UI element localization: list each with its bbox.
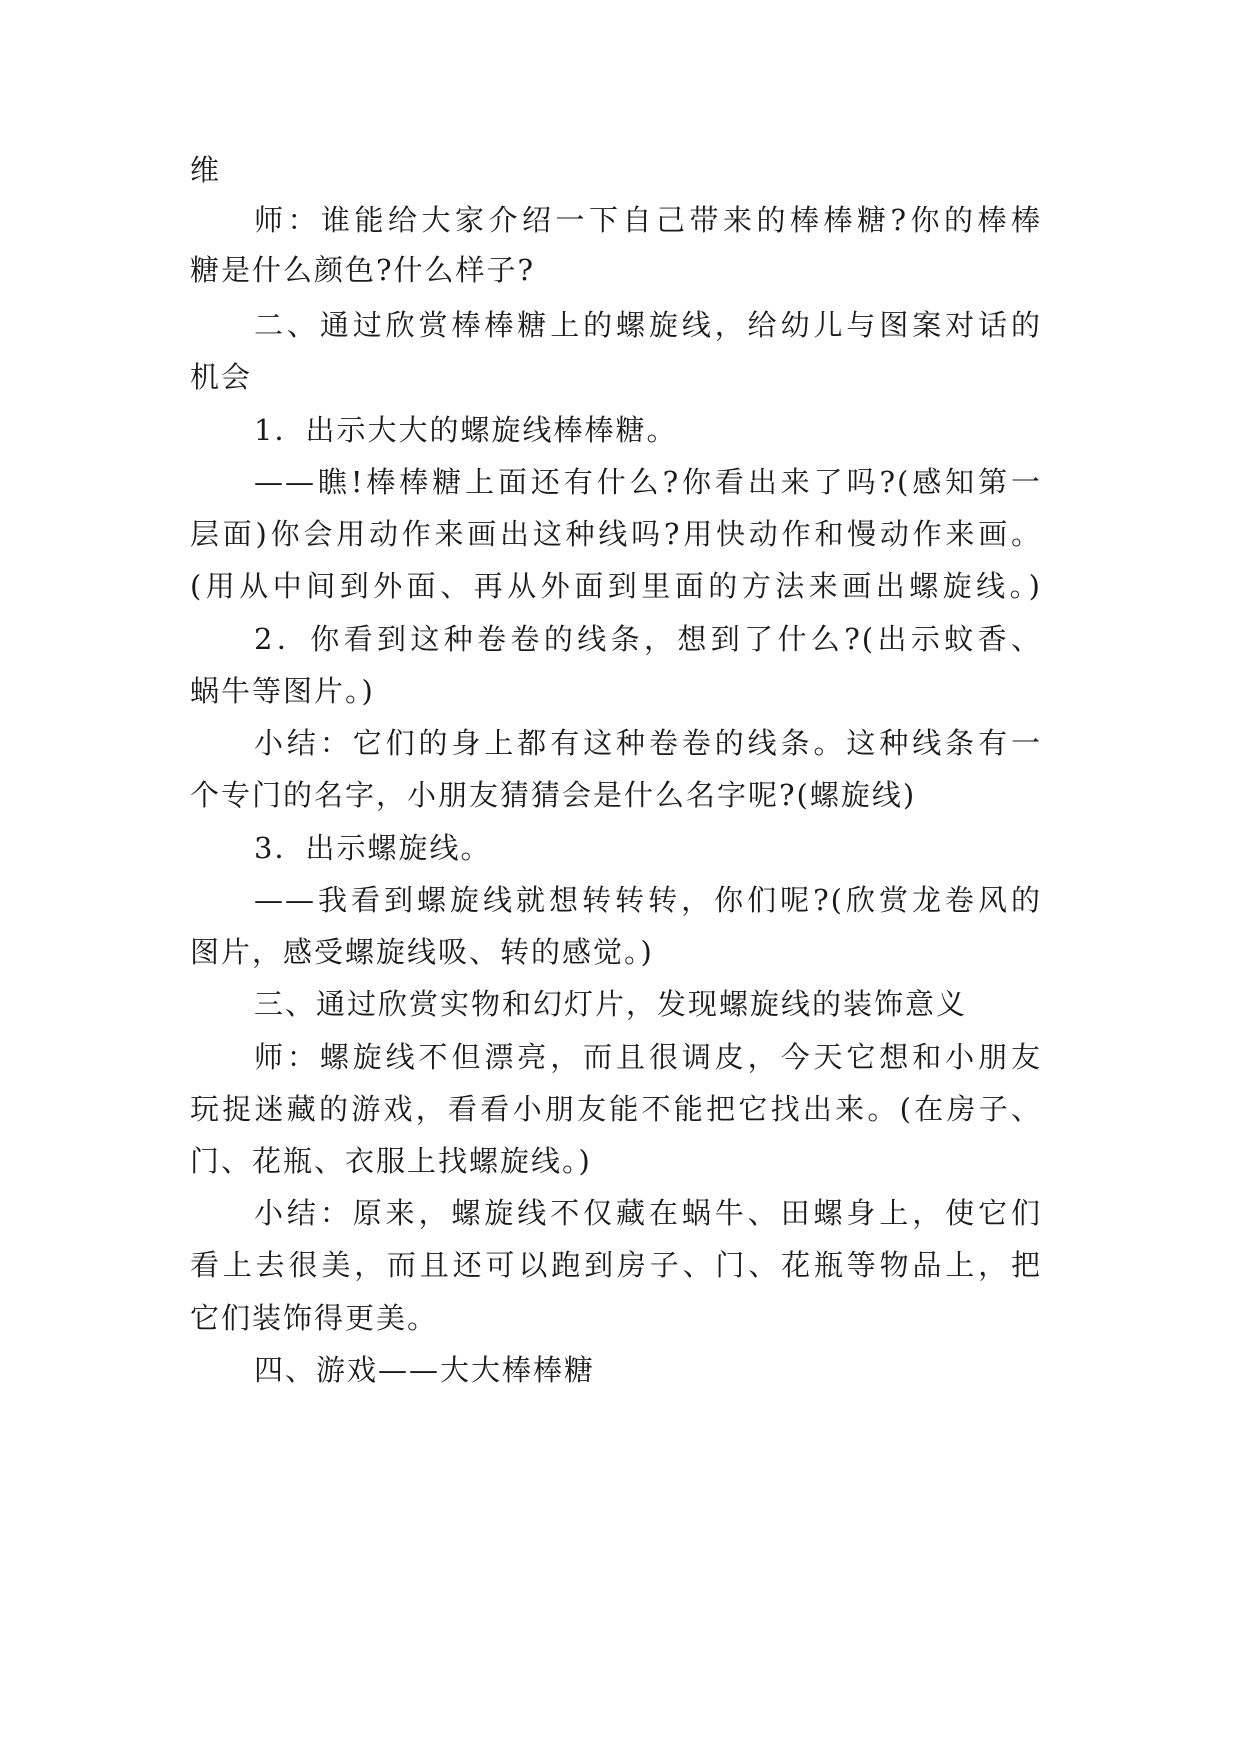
text-line: 门、花瓶、衣服上找螺旋线。) [190, 1144, 592, 1178]
text-line: 图片，感受螺旋线吸、转的感觉。) [190, 935, 654, 969]
text-line: ——我看到螺旋线就想转转转，你们呢?(欣赏龙卷风的 [254, 883, 1042, 917]
text-line: 二、通过欣赏棒棒糖上的螺旋线，给幼儿与图案对话的 [254, 308, 1042, 342]
text-line: 1．出示大大的螺旋线棒棒糖。 [254, 413, 678, 447]
text-line: 玩捉迷藏的游戏，看看小朋友能不能把它找出来。(在房子、 [190, 1092, 1042, 1126]
text-line: 它们装饰得更美。 [190, 1301, 439, 1335]
text-line: 师：螺旋线不但漂亮，而且很调皮，今天它想和小朋友 [254, 1040, 1042, 1074]
text-line: ——瞧!棒棒糖上面还有什么?你看出来了吗?(感知第一 [254, 465, 1042, 499]
text-line: 小结：原来，螺旋线不仅藏在蜗牛、田螺身上，使它们 [254, 1196, 1042, 1230]
text-line: 层面)你会用动作来画出这种线吗?用快动作和慢动作来画。 [190, 517, 1042, 551]
text-line: (用从中间到外面、再从外面到里面的方法来画出螺旋线。) [190, 569, 1042, 603]
text-line: 3．出示螺旋线。 [254, 831, 492, 865]
text-line: 个专门的名字，小朋友猜猜会是什么名字呢?(螺旋线) [190, 778, 917, 812]
text-line: 四、游戏——大大棒棒糖 [254, 1353, 596, 1387]
text-line: 看上去很美，而且还可以跑到房子、门、花瓶等物品上，把 [190, 1248, 1042, 1282]
text-line: 机会 [190, 360, 253, 394]
text-line: 维 [190, 153, 222, 187]
text-line: 小结：它们的身上都有这种卷卷的线条。这种线条有一 [254, 726, 1042, 760]
text-line: 师：谁能给大家介绍一下自己带来的棒棒糖?你的棒棒 [254, 203, 1042, 237]
text-line: 2．你看到这种卷卷的线条，想到了什么?(出示蚊香、 [254, 622, 1042, 656]
text-line: 糖是什么颜色?什么样子? [190, 253, 536, 287]
text-line: 蜗牛等图片。) [190, 674, 375, 708]
text-line: 三、通过欣赏实物和幻灯片，发现螺旋线的装饰意义 [254, 987, 968, 1021]
